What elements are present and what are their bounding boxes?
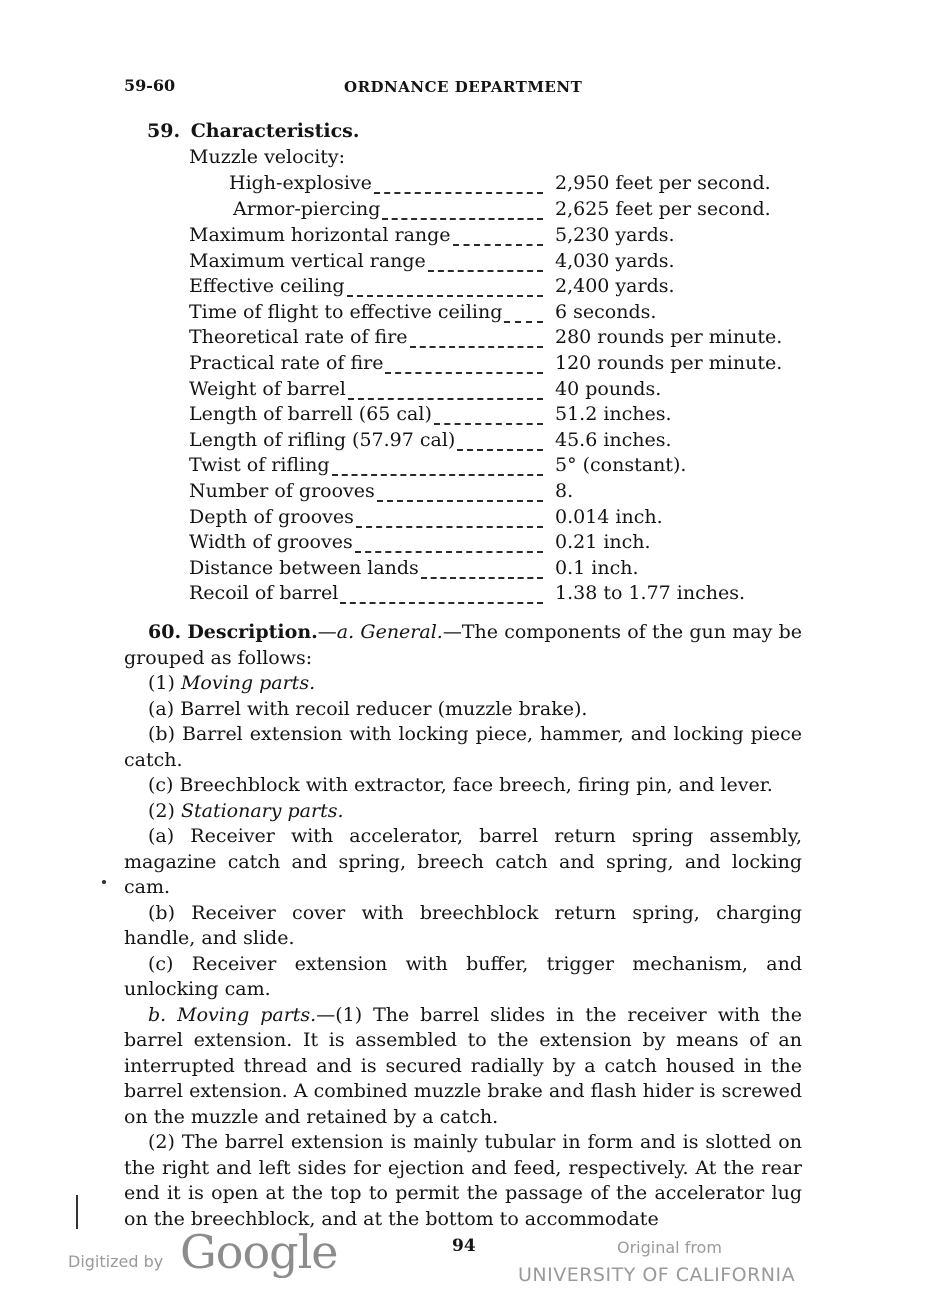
- spec-name: Length of barrell (65 cal): [189, 403, 432, 426]
- dot-leader: [340, 582, 543, 604]
- spec-row: [189, 403, 809, 429]
- spec-row: [189, 454, 809, 480]
- moving-parts-number: (1): [148, 672, 175, 694]
- header-page-range: 59-60: [124, 76, 176, 95]
- dot-leader: [410, 326, 543, 348]
- moving-parts-paragraph-2: [124, 1130, 802, 1232]
- item-label: (b): [148, 723, 175, 745]
- original-from-label: Original from: [617, 1238, 722, 1257]
- spec-name: Width of grooves: [189, 531, 353, 554]
- item-text: Receiver cover with breechblock return spring, charging handle, and slide.: [124, 901, 803, 949]
- spec-row: [189, 480, 809, 506]
- spec-row: [233, 198, 793, 224]
- running-title: ORDNANCE DEPARTMENT: [344, 78, 583, 96]
- spec-value: 6 seconds.: [555, 300, 657, 323]
- spec-name: Maximum horizontal range: [189, 224, 451, 246]
- spec-value: 2,625 feet per second.: [555, 198, 771, 220]
- spec-name: Maximum vertical range: [189, 249, 426, 272]
- spec-row: [189, 352, 809, 378]
- list-item: [124, 773, 802, 799]
- subsection-b-title: Moving parts.: [177, 1003, 317, 1026]
- spec-row: [189, 250, 809, 276]
- dot-leader: [385, 352, 543, 374]
- paragraph-text: The barrel slides in the receiver with the barrel extension. It is assembled to the extension by means of an interrupted thread and is secured radially by a catch housed in the barrel extension. A combined muzzle brake and flash hider is screwed on the muzzle and retained by a catch.: [124, 1003, 802, 1128]
- spec-row: [189, 582, 809, 608]
- spec-name: Armor-piercing: [233, 198, 381, 220]
- dot-leader: [332, 454, 543, 476]
- spec-value: 4,030 yards.: [555, 249, 675, 272]
- spec-name: Depth of grooves: [189, 505, 354, 528]
- spec-value: 40 pounds.: [555, 377, 662, 400]
- moving-parts-heading: [124, 671, 802, 697]
- section-60-title: Description.: [187, 621, 318, 643]
- spec-value: 51.2 inches.: [555, 403, 672, 426]
- dot-leader: [453, 224, 543, 246]
- dot-leader: [421, 557, 543, 579]
- subsection-a-label: a.: [336, 621, 355, 643]
- spec-name: Weight of barrel: [189, 377, 346, 400]
- moving-parts-title: Moving parts.: [180, 672, 316, 694]
- spec-name: High-explosive: [229, 172, 372, 194]
- stationary-parts-title: Stationary parts.: [180, 799, 344, 822]
- spec-name: Length of rifling (57.97 cal): [189, 428, 456, 451]
- item-label: (a): [148, 697, 175, 720]
- dot-leader: [457, 429, 543, 451]
- list-item: [124, 901, 802, 952]
- spec-value: 120 rounds per minute.: [555, 352, 783, 374]
- spec-name: Distance between lands: [189, 556, 419, 579]
- spec-value: 2,950 feet per second.: [555, 172, 771, 194]
- spec-row: [189, 531, 809, 557]
- google-logo: Google: [180, 1225, 338, 1279]
- spec-row: [189, 506, 809, 532]
- section-59-number: 59.: [147, 120, 181, 142]
- section-60-intro-text: The components of the gun may be grouped as follows:: [124, 621, 802, 669]
- paragraph-number: (1): [335, 1003, 363, 1026]
- list-item: [124, 824, 802, 901]
- section-60-number: 60.: [148, 621, 182, 643]
- dot-leader: [382, 198, 543, 220]
- spec-row: [189, 326, 809, 352]
- section-60-intro: 60. Description.—a. General.—The components of the gun may be grouped as follows:: [124, 621, 802, 669]
- moving-parts-paragraph-1: b. Moving parts.—(1) The barrel slides in the receiver with the barrel extension. It is assembled to the extension by means of an interrupted thread and is secured radially by a catch housed in the barrel extension. A combined muzzle brake and flash hider is screwed on the muzzle and retained by a catch.: [124, 1003, 802, 1128]
- spec-value: 280 rounds per minute.: [555, 326, 783, 349]
- section-59-title: Characteristics.: [190, 120, 360, 142]
- scan-speck: [102, 880, 106, 884]
- dot-leader: [428, 250, 543, 272]
- spec-value: 8.: [555, 480, 574, 502]
- list-item: [124, 952, 802, 1003]
- paragraph-text: The barrel extension is mainly tubular in form and is slotted on the right and left sides for ejection and feed, respectively. At the rear end it is open at the top to permit the passage of the accelerator lug on the breechblock, and at the bottom to accommodate: [124, 1131, 802, 1230]
- item-text: Barrel extension with locking piece, hammer, and locking piece catch.: [124, 723, 802, 771]
- dot-leader: [348, 378, 543, 400]
- spec-name: Theoretical rate of fire: [189, 326, 408, 349]
- item-label: (c): [148, 774, 174, 796]
- stationary-parts-number: (2): [148, 799, 175, 822]
- section-60-body: [124, 620, 802, 1232]
- spec-row: [229, 172, 789, 198]
- spec-value: 0.014 inch.: [555, 505, 663, 528]
- stationary-parts-heading: [124, 799, 802, 825]
- spec-name: Twist of rifling: [189, 454, 330, 477]
- item-text: Breechblock with extractor, face breech, firing pin, and lever.: [179, 774, 773, 796]
- dot-leader: [434, 403, 543, 425]
- spec-value: 5,230 yards.: [555, 224, 675, 246]
- institution-name: UNIVERSITY OF CALIFORNIA: [518, 1264, 796, 1286]
- spec-row: [189, 224, 809, 250]
- dot-leader: [377, 480, 543, 502]
- spec-value: 2,400 yards.: [555, 275, 675, 298]
- item-text: Receiver extension with buffer, trigger mechanism, and unlocking cam.: [124, 952, 802, 1000]
- item-text: Barrel with recoil reducer (muzzle brake).: [180, 697, 588, 720]
- spec-name: Time of flight to effective ceiling: [189, 300, 503, 323]
- item-label: (c): [148, 952, 174, 975]
- scan-mark: [76, 1195, 78, 1229]
- list-item: [124, 697, 802, 723]
- page-number: 94: [452, 1236, 476, 1256]
- spec-name: Practical rate of fire: [189, 352, 384, 374]
- dot-leader: [355, 531, 543, 553]
- spec-row: [189, 275, 809, 301]
- spec-row: [189, 301, 809, 327]
- section-59-heading: [147, 120, 360, 142]
- spec-value: 5° (constant).: [555, 454, 687, 477]
- spec-name: Effective ceiling: [189, 275, 345, 298]
- spec-value: 0.21 inch.: [555, 531, 651, 554]
- digitized-by-label: Digitized by: [68, 1252, 164, 1271]
- list-item: [124, 722, 802, 773]
- dot-leader: [356, 506, 543, 528]
- spec-value: 45.6 inches.: [555, 428, 672, 451]
- paragraph-number: (2): [148, 1131, 175, 1153]
- dot-leader: [504, 301, 543, 323]
- item-label: (a): [148, 825, 175, 847]
- subsection-b-label: b.: [148, 1003, 167, 1026]
- spec-row: [189, 429, 809, 455]
- dot-leader: [374, 172, 543, 194]
- spec-name: Number of grooves: [189, 480, 375, 502]
- item-label: (b): [148, 901, 175, 924]
- item-text: Receiver with accelerator, barrel return spring assembly, magazine catch and spring, breech catch and spring, and locking cam.: [124, 825, 802, 898]
- spec-name: Recoil of barrel: [189, 582, 339, 605]
- dot-leader: [347, 275, 543, 297]
- spec-value: 1.38 to 1.77 inches.: [555, 582, 746, 605]
- muzzle-velocity-label: Muzzle velocity:: [189, 146, 346, 168]
- spec-row: [189, 557, 809, 583]
- subsection-a-title: General.: [360, 621, 443, 643]
- spec-value: 0.1 inch.: [555, 556, 639, 579]
- spec-row: [189, 378, 809, 404]
